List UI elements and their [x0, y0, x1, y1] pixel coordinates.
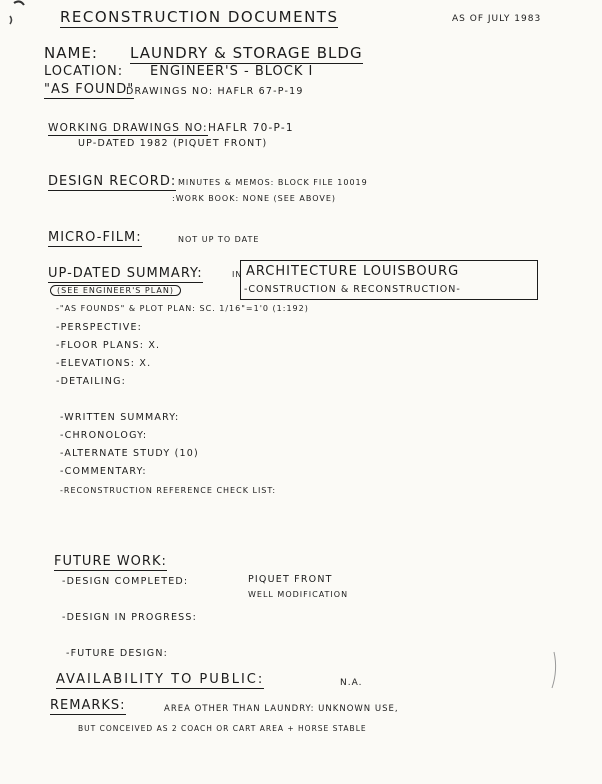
design-completed-item: WELL MODIFICATION [248, 590, 349, 599]
scan-mark-icon [4, 0, 34, 30]
summary-item: -DETAILING: [56, 376, 127, 387]
working-drawings-value: HAFLR 70-P-1 [208, 122, 294, 134]
microfilm-label: MICRO-FILM: [48, 230, 142, 245]
design-minutes: MINUTES & MEMOS: BLOCK FILE 10019 [178, 178, 368, 187]
design-completed-item: PIQUET FRONT [248, 574, 333, 585]
summary-box-title: ARCHITECTURE LOUISBOURG [246, 264, 460, 279]
name-value: LAUNDRY & STORAGE BLDG [130, 44, 363, 62]
design-in-progress: -DESIGN IN PROGRESS: [62, 612, 198, 623]
design-workbook: :WORK BOOK: NONE (SEE ABOVE) [172, 194, 337, 203]
engineers-plan-note: (SEE ENGINEER'S PLAN) [50, 285, 181, 296]
summary-item: -PERSPECTIVE: [56, 322, 143, 333]
updated-line: UP-DATED 1982 (PIQUET FRONT) [78, 138, 268, 149]
updated-summary-label: UP-DATED SUMMARY: [48, 266, 203, 281]
location-value: ENGINEER'S - BLOCK I [150, 64, 314, 79]
summary-item: -WRITTEN SUMMARY: [60, 412, 180, 423]
summary-in: IN [232, 270, 243, 279]
page-title: RECONSTRUCTION DOCUMENTS [60, 8, 339, 26]
name-label: NAME: [44, 44, 98, 62]
location-label: LOCATION: [44, 64, 124, 79]
summary-item: -FLOOR PLANS: X. [56, 340, 161, 351]
scan-mark-right-icon [548, 650, 560, 690]
remarks-line: AREA OTHER THAN LAUNDRY: UNKNOWN USE, [164, 704, 399, 714]
as-found-value: DRAWINGS NO: HAFLR 67-P-19 [126, 86, 304, 97]
summary-box-subtitle: -CONSTRUCTION & RECONSTRUCTION- [244, 284, 461, 295]
availability-label: AVAILABILITY TO PUBLIC: [56, 672, 265, 687]
summary-item: -CHRONOLOGY: [60, 430, 148, 441]
remarks-label: REMARKS: [50, 698, 126, 713]
future-design: -FUTURE DESIGN: [66, 648, 169, 659]
design-record-label: DESIGN RECORD: [48, 174, 177, 189]
availability-value: N.A. [340, 678, 363, 688]
summary-item: -ELEVATIONS: X. [56, 358, 152, 369]
design-completed-label: -DESIGN COMPLETED: [62, 576, 189, 587]
summary-item: -ALTERNATE STUDY (10) [60, 448, 199, 459]
as-found-label: "AS FOUND" [44, 82, 135, 97]
date-note: AS OF JULY 1983 [452, 14, 542, 24]
summary-item: -"AS FOUNDS" & PLOT PLAN: SC. 1/16"=1'0 (1:192) [56, 304, 309, 313]
summary-item: -RECONSTRUCTION REFERENCE CHECK LIST: [60, 486, 277, 495]
microfilm-value: NOT UP TO DATE [178, 235, 260, 244]
remarks-line: BUT CONCEIVED AS 2 COACH OR CART AREA + HORSE STABLE [78, 724, 367, 733]
working-drawings-label: WORKING DRAWINGS NO: [48, 122, 208, 134]
future-work-label: FUTURE WORK: [54, 554, 167, 569]
summary-item: -COMMENTARY: [60, 466, 147, 477]
